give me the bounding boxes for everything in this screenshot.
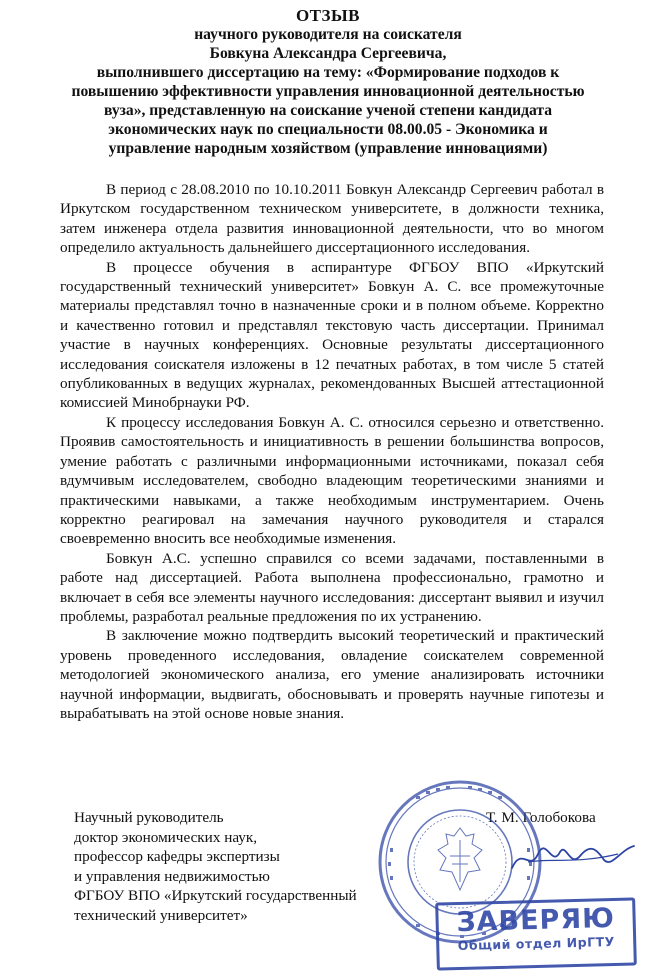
signature-role: Научный руководитель: [74, 809, 224, 826]
header-line: Бовкуна Александра Сергеевича,: [209, 45, 447, 62]
document-body: [60, 180, 604, 723]
signature-department: и управления недвижимостью: [74, 867, 270, 885]
header-line: экономических наук по специальности 08.00.05 - Экономика и: [108, 121, 548, 138]
paragraph-postgraduate: В процессе обучения в аспирантуре ФГБОУ ВПО «Иркутский государственный технический университет» Бовкун А. С. все промежуточные материалы представлял точно в назначенные сроки и в полном объеме. Корректно и качественно готовил и представлял текстовую часть диссертации. Принимал участие в научных конференциях. Основные результаты диссертационного исследования соискателя изложены в 12 печатных работах, в том числе 5 статей опубликованных в ведущих журналах, рекомендованных Высшей аттестационной комиссией Минобрнауки РФ.: [60, 258, 604, 412]
signature-position: профессор кафедры экспертизы: [74, 848, 280, 866]
document-title: ОТЗЫВ: [295, 6, 361, 25]
signature-block: [74, 808, 414, 926]
paragraph-conclusion: В заключение можно подтвердить высокий теоретический и практический уровень проведенного исследования, овладение соискателем современной методологией экономического анализа, его умение анализировать источники научной информации, выдвигать, обосновывать и проверять научные гипотезы и вырабатывать на этой основе новые знания.: [60, 627, 604, 722]
certified-stamp: [435, 897, 637, 970]
header-line: выполнившего диссертацию на тему: «Формирование подходов к: [96, 64, 560, 81]
header-line: повышению эффективности управления инновационной деятельностью: [71, 83, 585, 100]
paragraph-employment: В период с 28.08.2010 по 10.10.2011 Бовкун Александр Сергеевич работал в Иркутском государственном техническом университете, в должности техника, затем инженера отдела развития инновационной деятельности, что во многом определило актуальность дальнейшего диссертационного исследования.: [60, 181, 604, 257]
header-line: вуза», представленную на соискание ученой степени кандидата: [103, 102, 553, 119]
header-line: управление народным хозяйством (управление инновациями): [108, 140, 548, 157]
signature-degree: доктор экономических наук,: [74, 828, 258, 846]
paragraph-attitude: К процессу исследования Бовкун А. С. относился серьезно и ответственно. Проявив самостоятельность и инициативность в решении большинства вопросов, умение работать с различными информационными источниками, показал себя вдумчивым исследователем, свободно владеющим теоретическими знаниями и практическими навыками, а также необходимым инструментарием. Очень корректно реагировал на замечания научного руководителя и старался своевременно вносить все необходимые изменения.: [60, 413, 604, 548]
stamp-main-text: ЗАВЕРЯЮ: [456, 902, 616, 939]
signature-university-cont: технический университет»: [74, 906, 248, 924]
paragraph-tasks: Бовкун А.С. успешно справился со всеми задачами, поставленными в работе над диссертацией. Работа выполнена профессионально, грамотно и включает в себя все элементы научного исследования: диссертант выявил и изучил проблемы, разработал реальные предложения по их устранению.: [60, 549, 604, 625]
header-line: научного руководителя на соискателя: [194, 26, 462, 43]
stamp-sub-text: Общий отдел ИрГТУ: [457, 933, 615, 954]
signer-name: Т. М. Голобокова: [486, 809, 596, 826]
document-header: [30, 6, 626, 158]
signature-university: ФГБОУ ВПО «Иркутский государственный: [74, 887, 357, 905]
